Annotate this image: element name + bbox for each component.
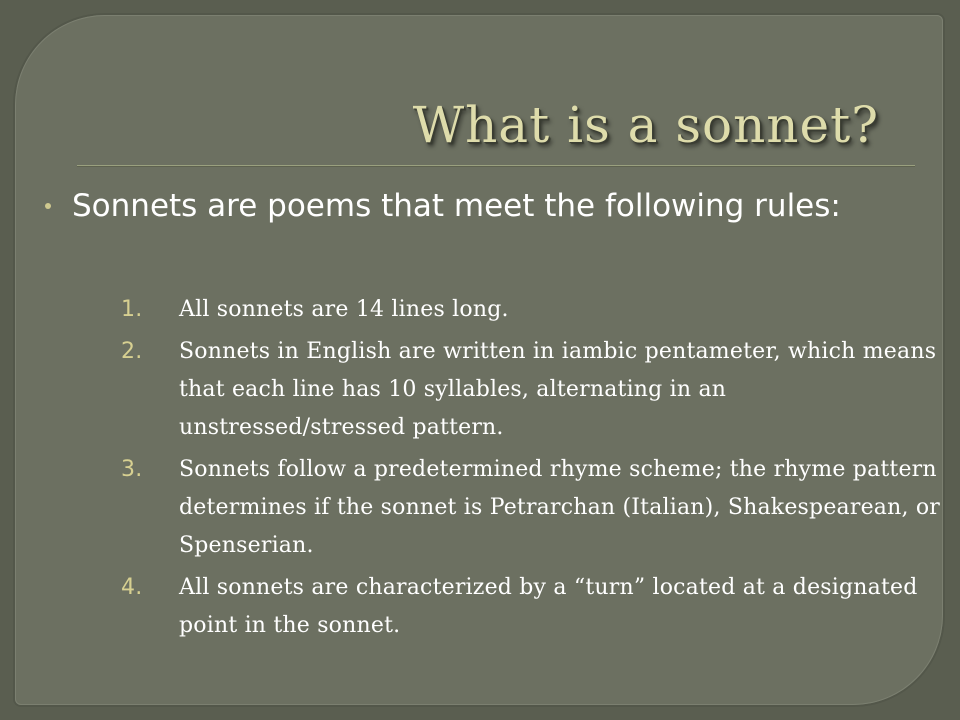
rule-text: All sonnets are characterized by a “turn” located at a designated point in the sonnet. xyxy=(179,575,918,638)
rule-text: Sonnets follow a predetermined rhyme scheme; the rhyme pattern determines if the sonnet is Petrarchan (Italian), Shakespearean, or Spenserian. xyxy=(179,457,941,558)
rule-number: 4. xyxy=(121,575,143,600)
main-bullet-text: Sonnets are poems that meet the following rules: xyxy=(72,188,841,224)
slide-title: What is a sonnet? xyxy=(412,96,879,154)
rule-text: Sonnets in English are written in iambic pentameter, which means that each line has 10 syllables, alternating in an unstressed/stressed pattern. xyxy=(179,339,937,440)
slide-panel xyxy=(15,15,943,705)
bullet-dot-icon xyxy=(45,203,51,209)
rule-item xyxy=(121,333,957,447)
rule-item xyxy=(121,291,957,329)
rules-list xyxy=(121,291,957,649)
title-divider xyxy=(77,165,915,166)
rule-item xyxy=(121,451,957,565)
main-bullet xyxy=(45,183,925,229)
rule-number: 1. xyxy=(121,297,143,322)
rule-number: 2. xyxy=(121,339,143,364)
rule-number: 3. xyxy=(121,457,143,482)
rule-text: All sonnets are 14 lines long. xyxy=(179,297,509,322)
rule-item xyxy=(121,569,957,645)
